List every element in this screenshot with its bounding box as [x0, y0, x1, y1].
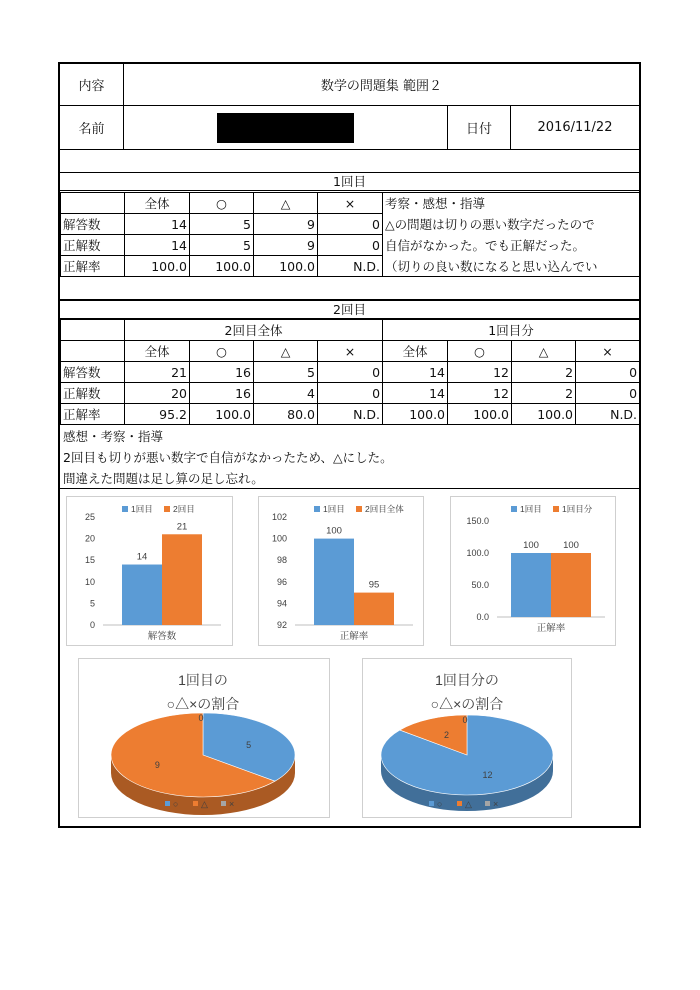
redacted-name: [217, 113, 354, 143]
subject-label: 内容: [60, 64, 124, 105]
legend-label: 1回目: [323, 504, 345, 514]
r1-cell: 9: [254, 214, 318, 235]
r1-col-2: △: [254, 193, 318, 214]
bar: [354, 593, 394, 625]
pie-chart-svg: [79, 659, 329, 817]
pie-title: 1回目分の: [435, 672, 499, 688]
legend-label: 1回目: [131, 504, 153, 514]
r2-cell: 0: [318, 383, 383, 404]
r1-corner: [61, 193, 125, 214]
r2-group-right: 1回目分: [383, 320, 640, 341]
bar-chart-svg: [67, 497, 232, 645]
r2-cell: 12: [448, 383, 512, 404]
subject-value: 数学の問題集 範囲２: [320, 79, 443, 94]
x-axis-label: 正解率: [536, 623, 566, 634]
pie-title: ○△×の割合: [430, 696, 504, 712]
y-tick-label: 102: [271, 512, 287, 522]
subject-row: [60, 64, 639, 106]
pie-data-label: 12: [482, 769, 493, 780]
bar-data-label: 100: [523, 540, 539, 551]
r2-cell: 2: [512, 362, 576, 383]
y-tick-label: 5: [89, 598, 95, 609]
r2-cell: 16: [190, 383, 254, 404]
pie-chart-svg: [363, 659, 571, 817]
r1-cell: 5: [190, 235, 254, 256]
name-value: [124, 106, 448, 149]
r2-corner: [61, 341, 125, 362]
notes-line: 間違えた問題は足し算の足し忘れ。: [63, 471, 264, 486]
round2-title: 2回目: [60, 300, 639, 319]
legend-swatch: [193, 801, 198, 806]
legend-label: △: [201, 799, 208, 809]
y-tick-label: 0: [89, 620, 95, 630]
r1-comment-line: △の問題は切りの悪い数字だったので: [383, 214, 640, 235]
report-frame: [58, 62, 641, 828]
bar-data-label: 95: [368, 579, 380, 591]
r2-cell: 80.0: [254, 404, 318, 425]
r1-cell: 0: [318, 235, 383, 256]
r2-col: ○: [190, 341, 254, 362]
r2-row-label: 正解率: [61, 404, 125, 425]
bar-chart-svg: [259, 497, 423, 645]
bar-chart-svg: [451, 497, 615, 645]
pie-data-label: 9: [154, 760, 160, 771]
bar: [122, 565, 162, 625]
pie-data-label: 0: [198, 713, 204, 723]
y-tick-label: 100.0: [466, 548, 489, 558]
r1-cell: 100.0: [190, 256, 254, 277]
bar-data-label: 14: [136, 551, 148, 563]
r2-cell: 14: [383, 362, 448, 383]
legend-swatch: [429, 801, 434, 806]
r1-comment-line: （切りの良い数になると思い込んでい: [383, 256, 640, 277]
r2-cell: 5: [254, 362, 318, 383]
r2-cell: 0: [576, 383, 640, 404]
name-row: [60, 106, 639, 150]
pie-title: 1回目の: [178, 672, 228, 688]
round2-notes: [60, 426, 639, 489]
pie-chart-first-part: [362, 658, 572, 818]
r2-cell: 0: [318, 362, 383, 383]
spacer-band: [60, 278, 639, 300]
r2-cell: 14: [383, 383, 448, 404]
bar-chart-accuracy: [258, 496, 424, 646]
r2-col: 全体: [383, 341, 448, 362]
bar-data-label: 21: [176, 521, 188, 533]
pie-data-label: 0: [462, 715, 468, 725]
r1-col-1: ○: [190, 193, 254, 214]
r2-col: ×: [318, 341, 383, 362]
round1-table: [60, 192, 640, 277]
bar-data-label: 100: [563, 540, 579, 551]
round2-table: [60, 319, 640, 425]
r1-cell: 14: [125, 235, 190, 256]
y-tick-label: 50.0: [471, 580, 489, 590]
r2-cell: 0: [576, 362, 640, 383]
legend-swatch: [457, 801, 462, 806]
x-axis-label: 正解率: [339, 631, 369, 642]
pie-title: ○△×の割合: [166, 696, 240, 712]
pie-data-label: 2: [443, 730, 449, 741]
name-label: 名前: [60, 106, 124, 149]
r1-row-label: 解答数: [61, 214, 125, 235]
r1-col-0: 全体: [125, 193, 190, 214]
legend-label: 2回目全体: [365, 504, 404, 514]
r2-cell: 12: [448, 362, 512, 383]
r2-col: △: [512, 341, 576, 362]
r2-col: 全体: [125, 341, 190, 362]
y-tick-label: 98: [276, 555, 287, 566]
r2-cell: 21: [125, 362, 190, 383]
pie-data-label: 5: [246, 739, 252, 750]
r2-cell: 100.0: [512, 404, 576, 425]
legend-label: 2回目: [173, 504, 195, 514]
r2-cell: 95.2: [125, 404, 190, 425]
r2-cell: 16: [190, 362, 254, 383]
bar: [511, 553, 551, 617]
r1-cell: 100.0: [254, 256, 318, 277]
r2-row-label: 正解数: [61, 383, 125, 404]
legend-label: ○: [173, 799, 179, 809]
r2-group-left: 2回目全体: [125, 320, 383, 341]
pie-chart-round1: [78, 658, 330, 818]
bar: [551, 553, 591, 617]
legend-label: 1回目分: [562, 504, 593, 514]
date-value: 2016/11/22: [537, 120, 613, 135]
legend-swatch: [356, 506, 362, 512]
r1-cell: 9: [254, 235, 318, 256]
legend-label: 1回目: [520, 504, 542, 514]
bar-chart-answers: [66, 496, 233, 646]
y-tick-label: 92: [276, 620, 287, 630]
legend-swatch: [553, 506, 559, 512]
y-tick-label: 10: [84, 576, 95, 587]
r1-cell: 100.0: [125, 256, 190, 277]
r2-cell: 100.0: [190, 404, 254, 425]
x-axis-label: 解答数: [147, 631, 177, 642]
y-tick-label: 150.0: [466, 516, 489, 526]
r2-row-label: 解答数: [61, 362, 125, 383]
date-label: 日付: [448, 106, 511, 149]
y-tick-label: 15: [84, 555, 95, 566]
bar-data-label: 100: [326, 525, 342, 537]
r1-comment-line: 自信がなかった。でも正解だった。: [383, 235, 640, 256]
r1-row-label: 正解数: [61, 235, 125, 256]
r2-cell: 100.0: [383, 404, 448, 425]
y-tick-label: 0.0: [476, 612, 489, 622]
legend-swatch: [164, 506, 170, 512]
r2-cell: 2: [512, 383, 576, 404]
legend-label: △: [465, 799, 472, 809]
r1-row-label: 正解率: [61, 256, 125, 277]
legend-label: ×: [229, 799, 235, 809]
legend-swatch: [122, 506, 128, 512]
y-tick-label: 25: [84, 512, 95, 522]
y-tick-label: 100: [271, 533, 287, 544]
r2-corner: [61, 320, 125, 341]
r2-cell: 20: [125, 383, 190, 404]
notes-heading: 感想・考察・指導: [63, 429, 164, 444]
r2-cell: N.D.: [576, 404, 640, 425]
r2-cell: 100.0: [448, 404, 512, 425]
bar: [162, 534, 202, 625]
legend-label: ○: [437, 799, 443, 809]
r2-cell: 4: [254, 383, 318, 404]
legend-swatch: [485, 801, 490, 806]
round1-title: 1回目: [60, 172, 639, 191]
legend-swatch: [511, 506, 517, 512]
r1-col-3: ×: [318, 193, 383, 214]
r1-cell: 0: [318, 214, 383, 235]
bar-chart-first-part: [450, 496, 616, 646]
y-tick-label: 94: [276, 598, 287, 609]
r1-comment-heading: 考察・感想・指導: [383, 193, 640, 214]
y-tick-label: 20: [84, 533, 95, 544]
y-tick-label: 96: [276, 576, 287, 587]
r2-col: △: [254, 341, 318, 362]
r1-cell: 5: [190, 214, 254, 235]
notes-line: 2回目も切りが悪い数字で自信がなかったため、△にした。: [63, 450, 393, 465]
r2-col: ×: [576, 341, 640, 362]
legend-swatch: [165, 801, 170, 806]
legend-swatch: [221, 801, 226, 806]
r2-col: ○: [448, 341, 512, 362]
r2-cell: N.D.: [318, 404, 383, 425]
legend-label: ×: [493, 799, 499, 809]
r1-cell: 14: [125, 214, 190, 235]
legend-swatch: [314, 506, 320, 512]
bar: [314, 539, 354, 625]
r1-cell: N.D.: [318, 256, 383, 277]
